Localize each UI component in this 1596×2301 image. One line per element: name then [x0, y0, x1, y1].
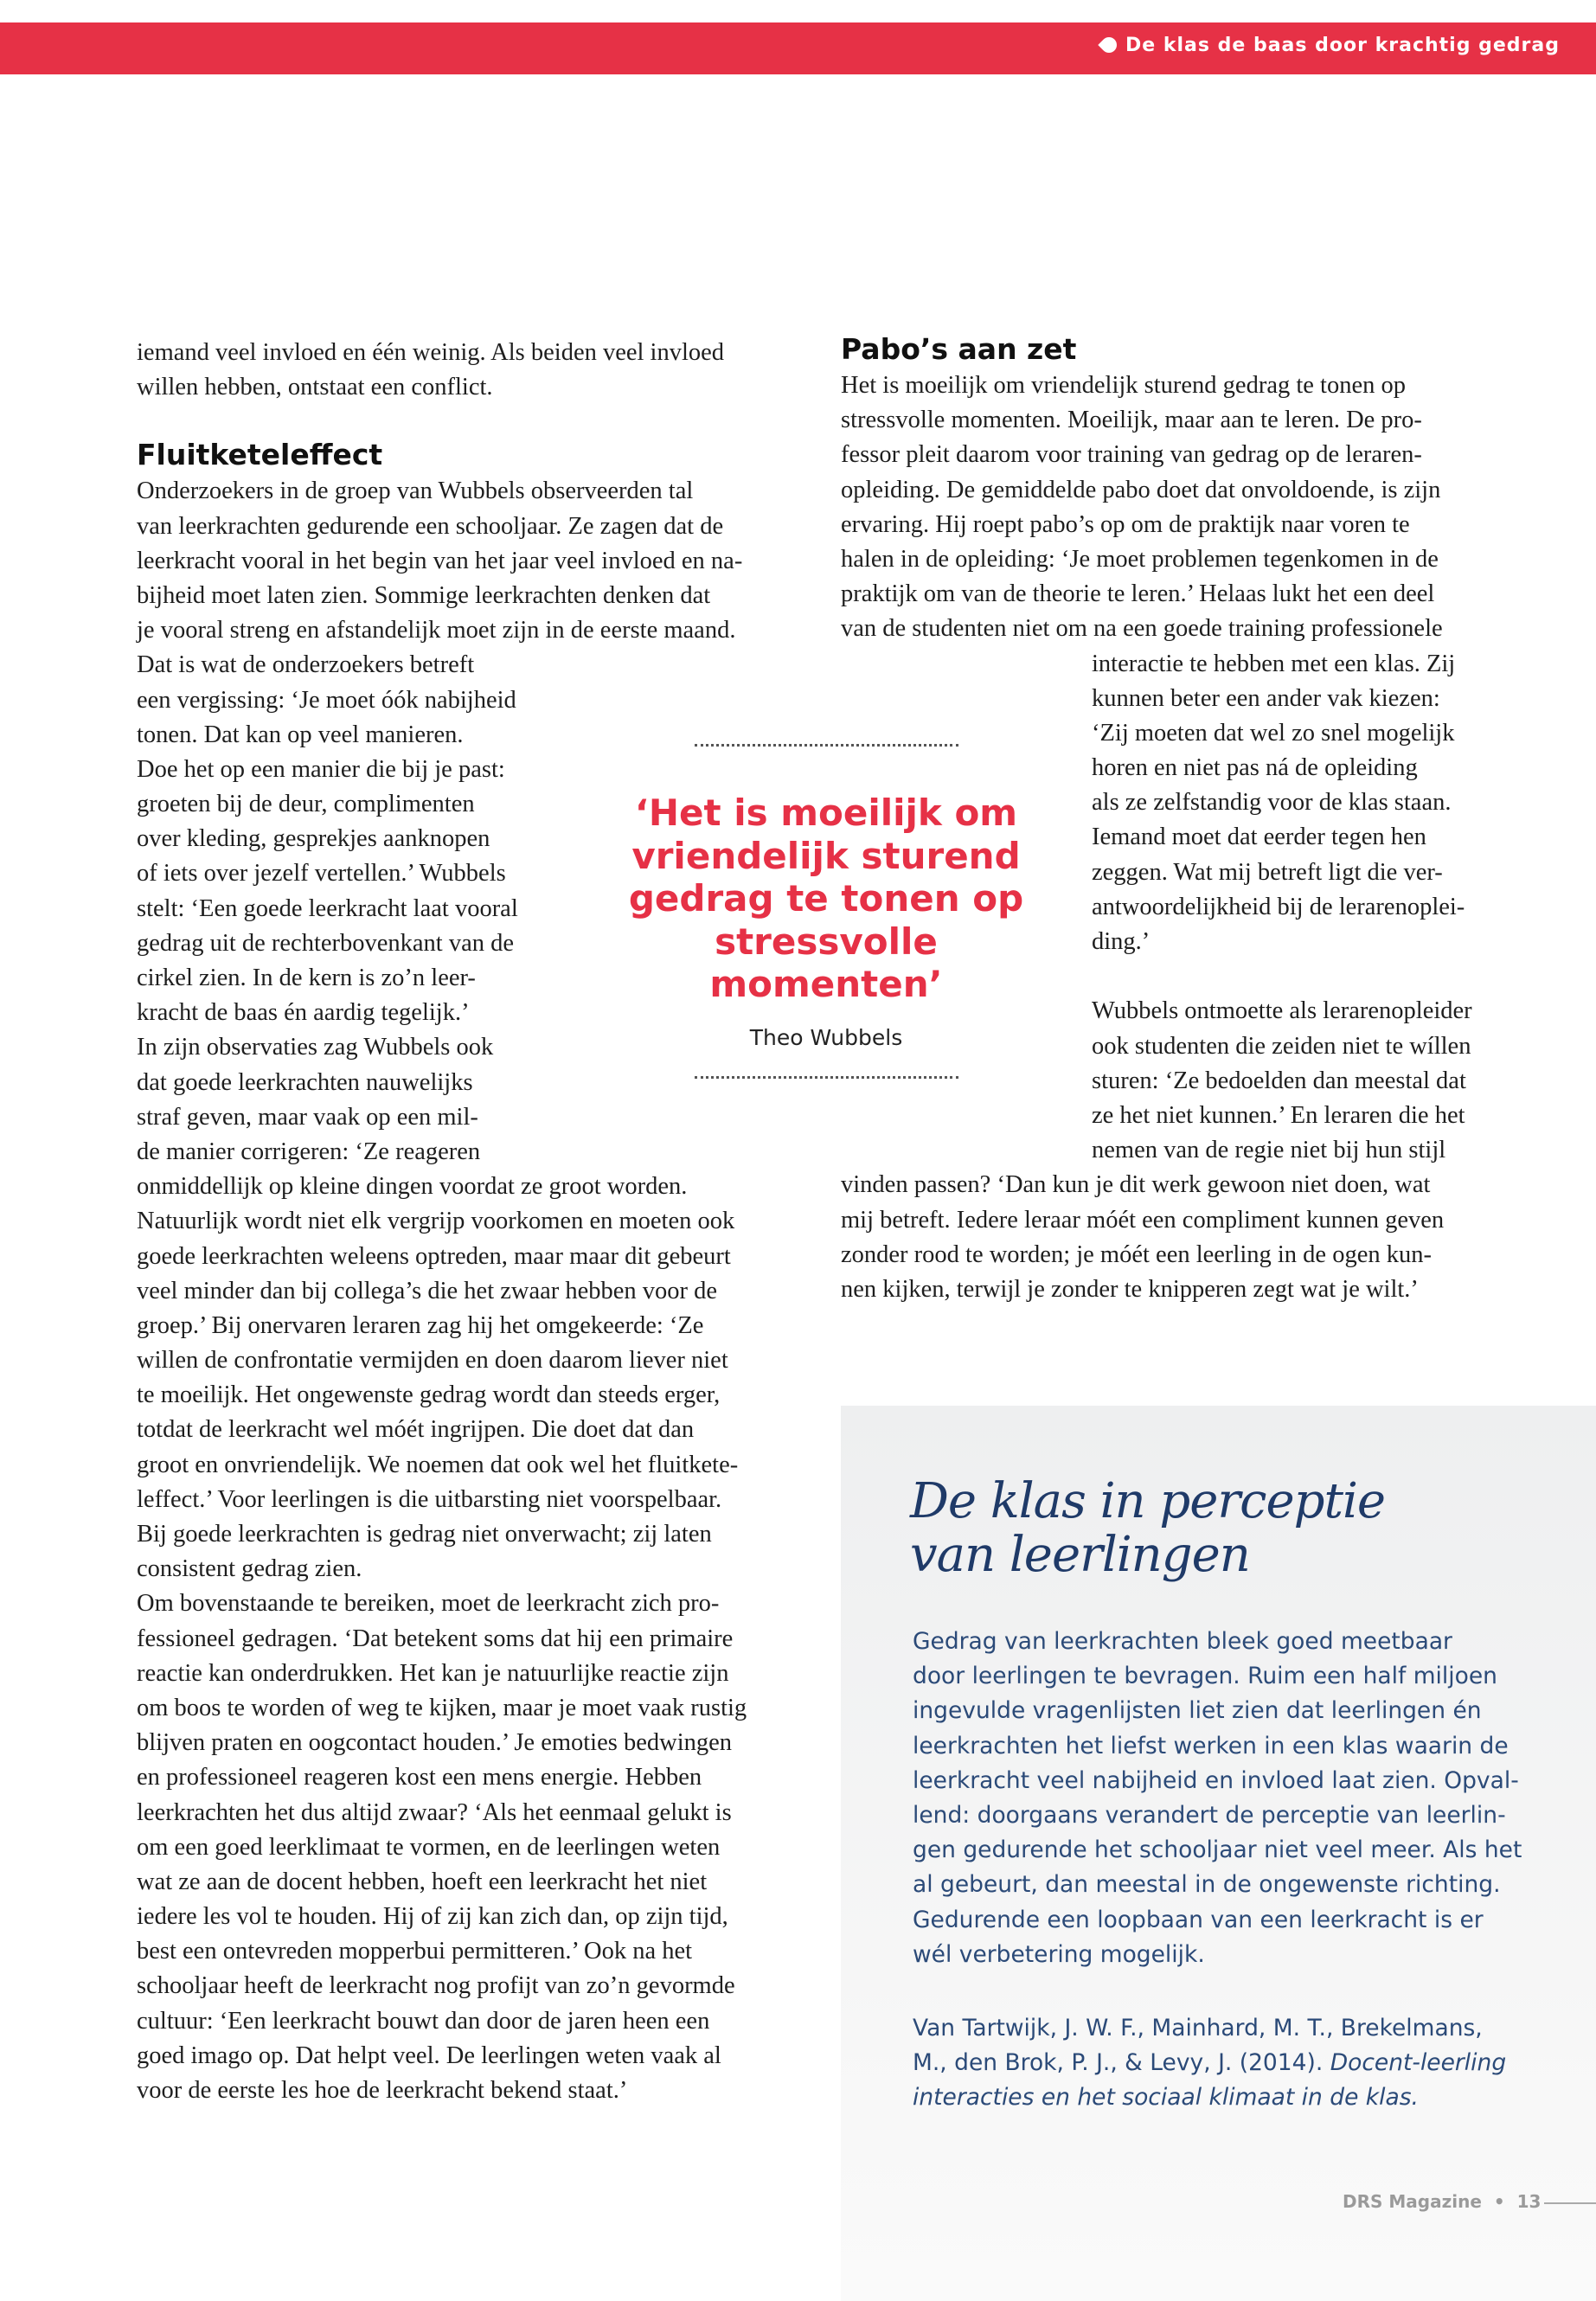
text-line: stelt: ‘Een goede leerkracht laat vooral [137, 894, 518, 922]
text-line: In zijn observaties zag Wubbels ook [137, 1034, 494, 1061]
section-header-bar [0, 22, 1596, 74]
body-line: door leerlingen te bevragen. Ruim een half miljoen [913, 1663, 1497, 1690]
footer-rule [1544, 2202, 1596, 2204]
text-line: gedrag uit de rechterbovenkant van de [137, 929, 515, 957]
section-heading: Fluitketeleffect [137, 438, 383, 472]
text-line: veel minder dan bij collega’s die het zwaar hebben voor de [137, 1277, 718, 1304]
page-number: 13 [1516, 2191, 1542, 2212]
text-line: leerkracht vooral in het begin van het jaar veel invloed en na- [137, 547, 743, 574]
reference-text: M., den Brok, P. J., & Levy, J. (2014). [913, 2049, 1330, 2077]
body-line: leerkrachten het liefst werken in een klas waarin de [913, 1732, 1509, 1759]
text-line: halen in de opleiding: ‘Je moet problemen tegenkomen in de [841, 545, 1439, 573]
pull-quote [606, 744, 1047, 1079]
reference-line [913, 2046, 1506, 2080]
magazine-name: DRS Magazine [1343, 2191, 1482, 2212]
text-line: iedere les vol te houden. Hij of zij kan zich dan, op zijn tijd, [137, 1903, 728, 1931]
text-line: Dat is wat de onderzoekers betreft [137, 651, 475, 679]
text-line: van leerkrachten gedurende een schooljaar. Ze zagen dat de [137, 512, 724, 540]
text-line: mij betreft. Iedere leraar móét een compliment kunnen geven [841, 1206, 1445, 1234]
text-line: straf geven, maar vaak op een mil- [137, 1103, 478, 1131]
text-line: best een ontevreden mopperbui permitteren.’ Ook na het [137, 1938, 693, 1965]
text-line: te moeilijk. Het ongewenste gedrag wordt dan steeds erger, [137, 1381, 721, 1409]
text-line: Het is moeilijk om vriendelijk sturend gedrag te tonen op [841, 372, 1406, 399]
text-line: je vooral streng en afstandelijk moet zijn in de eerste maand. [137, 617, 736, 644]
text-line: ding.’ [1092, 928, 1151, 955]
left-column [137, 336, 747, 2108]
body-line: Gedurende een loopbaan van een leerkracht is er [913, 1906, 1484, 1933]
text-line: kunnen beter een ander vak kiezen: [1092, 684, 1440, 712]
divider [695, 744, 958, 747]
section-label [1101, 35, 1560, 56]
text-line: van de studenten niet om na een goede training professionele [841, 615, 1443, 643]
text-line: consistent gedrag zien. [137, 1555, 362, 1583]
text-line: nen kijken, terwijl je zonder te knipperen zegt wat je wilt.’ [841, 1275, 1419, 1303]
body-line: leerkracht veel nabijheid en invloed laat zien. Opval- [913, 1766, 1519, 1794]
reference [913, 2011, 1506, 2116]
text-line: groep.’ Bij onervaren leraren zag hij het omgekeerde: ‘Ze [137, 1311, 704, 1339]
text-line: Bij goede leerkrachten is gedrag niet onverwacht; zij laten [137, 1521, 712, 1548]
body-line: ingevulde vragenlijsten liet zien dat leerlingen én [913, 1697, 1482, 1725]
text-line: praktijk om van de theorie te leren.’ Helaas lukt het een deel [841, 580, 1435, 608]
body-line: Gedrag van leerkrachten bleek goed meetbaar [913, 1628, 1452, 1655]
text-line: ‘Zij moeten dat wel zo snel mogelijk [1092, 719, 1455, 747]
text-line: iemand veel invloed en één weinig. Als beiden veel invloed [137, 339, 725, 366]
pull-quote-text [606, 792, 1047, 1006]
text-line: of iets over jezelf vertellen.’ Wubbels [137, 860, 506, 888]
body-line: lend: doorgaans verandert de perceptie van leerlin- [913, 1802, 1506, 1830]
text-line: bijheid moet laten zien. Sommige leerkrachten denken dat [137, 581, 711, 609]
body-line: wél verbetering mogelijk. [913, 1940, 1205, 1968]
title-line: van leerlingen [910, 1527, 1250, 1583]
text-line: leerkrachten het dus altijd zwaar? ‘Als het eenmaal gelukt is [137, 1798, 732, 1826]
text-line: groot en onvriendelijk. We noemen dat ook wel het fluitkete- [137, 1451, 739, 1478]
text-line: stressvolle momenten. Moeilijk, maar aan te leren. De pro- [841, 407, 1422, 434]
section-title: De klas de baas door krachtig gedrag [1125, 35, 1560, 56]
text-line: fessioneel gedragen. ‘Dat betekent soms dat hij een primaire [137, 1625, 734, 1652]
text-line: om boos te worden of weg te kijken, maar je moet vaak rustig [137, 1694, 747, 1721]
text-line: goed imago op. Dat helpt veel. De leerlingen weten vaak al [137, 2041, 721, 2069]
bullet-icon [1098, 34, 1119, 55]
text-line: leffect.’ Voor leerlingen is die uitbarsting niet voorspelbaar. [137, 1485, 722, 1513]
quote-line: stressvolle momenten’ [709, 920, 943, 1005]
text-line: Natuurlijk wordt niet elk vergrijp voorkomen en moeten ook [137, 1208, 735, 1235]
reference-title: Docent-leerling [1330, 2049, 1507, 2077]
quote-line: ‘Het is moeilijk om [634, 792, 1018, 834]
text-line: om een goed leerklimaat te vormen, en de leerlingen weten [137, 1833, 721, 1861]
divider [695, 1076, 958, 1079]
text-line: ze het niet kunnen.’ En leraren die het [1092, 1101, 1465, 1129]
text-line: zonder rood te worden; je móét een leerling in de ogen kun- [841, 1240, 1432, 1268]
sidebar-box [841, 1406, 1596, 2301]
quote-line: vriendelijk sturend [631, 834, 1021, 877]
text-line: Onderzoekers in de groep van Wubbels observeerden tal [137, 478, 694, 505]
body-line: al gebeurt, dan meestal in de ongewenste richting. [913, 1871, 1501, 1899]
text-line: horen en niet pas ná de opleiding [1092, 754, 1418, 782]
reference-title: interacties en het sociaal klimaat in de klas. [913, 2084, 1419, 2112]
section-heading: Pabo’s aan zet [841, 332, 1077, 366]
text-line: als ze zelfstandig voor de klas staan. [1092, 789, 1452, 817]
text-line: antwoordelijkheid bij de lerarenoplei- [1092, 893, 1465, 920]
text-line: reactie kan onderdrukken. Het kan je natuurlijke reactie zijn [137, 1659, 729, 1687]
quote-line: gedrag te tonen op [628, 877, 1024, 920]
text-line: onmiddellijk op kleine dingen voordat ze groot worden. [137, 1173, 688, 1201]
text-line: opleiding. De gemiddelde pabo doet dat onvoldoende, is zijn [841, 476, 1441, 503]
page-footer [1343, 2191, 1541, 2212]
text-line: kracht de baas én aardig tegelijk.’ [137, 999, 470, 1027]
text-line: tonen. Dat kan op veel manieren. [137, 721, 464, 748]
body-line: gen gedurende het schooljaar niet veel meer. Als het [913, 1836, 1522, 1864]
text-line: een vergissing: ‘Je moet óók nabijheid [137, 686, 516, 714]
text-line: voor de eerste les hoe de leerkracht bekend staat.’ [137, 2077, 628, 2104]
pull-quote-author: Theo Wubbels [749, 1024, 903, 1050]
text-line: zeggen. Wat mij betreft ligt die ver- [1092, 858, 1443, 886]
separator: • [1493, 2191, 1505, 2212]
text-line: fessor pleit daarom voor training van gedrag op de leraren- [841, 441, 1422, 469]
sidebar-box-body [913, 1625, 1522, 1972]
text-line: interactie te hebben met een klas. Zij [1092, 650, 1456, 677]
text-line: sturen: ‘Ze bedoelden dan meestal dat [1092, 1067, 1466, 1094]
reference-line: Van Tartwijk, J. W. F., Mainhard, M. T., Brekelmans, [913, 2015, 1483, 2041]
spacer [137, 405, 747, 436]
text-line: en professioneel reageren kost een mens energie. Hebben [137, 1764, 702, 1791]
text-line: ook studenten die zeiden niet te wíllen [1092, 1032, 1471, 1060]
text-line: Iemand moet dat eerder tegen hen [1092, 824, 1426, 851]
text-line: de manier corrigeren: ‘Ze reageren [137, 1138, 481, 1165]
text-line: willen de confrontatie vermijden en doen daarom liever niet [137, 1347, 728, 1375]
text-line: ervaring. Hij roept pabo’s op om de praktijk naar voren te [841, 510, 1410, 538]
text-line: Wubbels ontmoette als lerarenopleider [1092, 997, 1472, 1025]
text-line: willen hebben, ontstaat een conflict. [137, 374, 493, 401]
text-line: nemen van de regie niet bij hun stijl [1092, 1137, 1446, 1164]
text-line: cultuur: ‘Een leerkracht bouwt dan door de jaren heen een [137, 2007, 710, 2035]
text-line: Doe het op een manier die bij je past: [137, 755, 505, 783]
text-line: Om bovenstaande te bereiken, moet de leerkracht zich pro- [137, 1590, 720, 1618]
text-line: schooljaar heeft de leerkracht nog profijt van zo’n gevormde [137, 1972, 735, 2000]
reference-line [913, 2080, 1506, 2115]
text-line: goede leerkrachten weleens optreden, maar maar dit gebeurt [137, 1242, 731, 1270]
text-line: cirkel zien. In de kern is zo’n leer- [137, 965, 476, 991]
title-line: De klas in perceptie [910, 1473, 1386, 1529]
text-line: groeten bij de deur, complimenten [137, 791, 475, 818]
text-line: dat goede leerkrachten nauwelijks [137, 1068, 473, 1096]
text-line: over kleding, gesprekjes aanknopen [137, 825, 490, 853]
text-line: vinden passen? ‘Dan kun je dit werk gewoon niet doen, wat [841, 1171, 1431, 1199]
text-line: totdat de leerkracht wel móét ingrijpen. Die doet dat dan [137, 1416, 695, 1444]
sidebar-box-title [910, 1475, 1385, 1582]
text-line: wat ze aan de docent hebben, hoeft een leerkracht het niet [137, 1868, 708, 1895]
text-line: blijven praten en oogcontact houden.’ Je emoties bedwingen [137, 1729, 733, 1757]
